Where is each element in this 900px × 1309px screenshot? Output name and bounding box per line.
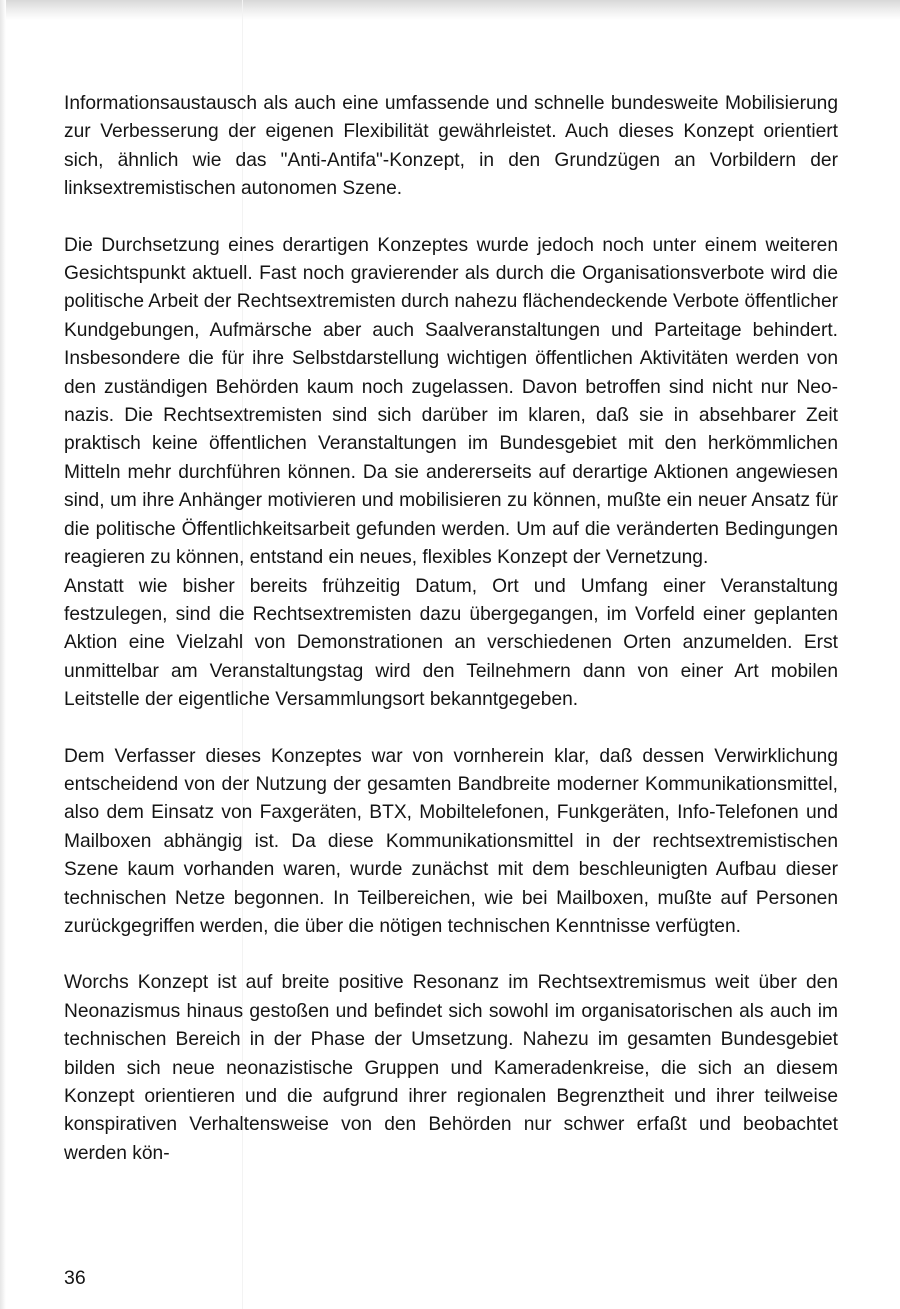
page-number: 36 xyxy=(64,1267,86,1289)
body-text xyxy=(64,90,838,1168)
paragraph-1: Informationsaustausch als auch eine umfassende und schnelle bundesweite Mobilisierung zur Verbesserung der eigenen Flexibilität gewährleistet. Auch dieses Konzept orientiert sich, ähnlich wie das "Anti-Antifa"-Konzept, in den Grundzügen an Vorbildern der linksextremistischen autonomen Szene. xyxy=(64,93,838,200)
paragraph-3: Anstatt wie bisher bereits frühzeitig Datum, Ort und Umfang einer Veranstaltung festzulegen, sind die Rechtsextremisten dazu übergegangen, im Vorfeld einer geplanten Aktion eine Vielzahl von Demonstrationen an verschiedenen Orten anzumelden. Erst unmittelbar am Veranstaltungstag wird den Teilnehmern dann von einer Art mobilen Leitstelle der eigentliche Versammlungsort bekanntgegeben. xyxy=(64,575,838,711)
paragraph-5: Worchs Konzept ist auf breite positive Resonanz im Rechtsextremismus weit über den Neonazismus hinaus gestoßen und befindet sich sowohl im organisatorischen als auch im technischen Bereich in der Phase der Umsetzung. Nahezu im gesamten Bundesgebiet bilden sich neue neonazistische Gruppen und Kameradenkreise, die sich an diesem Konzept orientieren und die aufgrund ihrer regionalen Begrenztheit und ihrer teilweise konspirativen Verhaltensweise von den Behörden nur schwer erfaßt und beobachtet werden kön- xyxy=(64,972,838,1164)
paragraph-2: Die Durchsetzung eines derartigen Konzeptes wurde jedoch noch unter einem weiteren Gesichtspunkt aktuell. Fast noch gravierender als durch die Organisationsverbote wird die politische Arbeit der Rechtsextremisten durch nahezu flächendeckende Verbote öffentlicher Kundgebungen, Aufmärsche aber auch Saalveranstaltungen und Parteitage behindert. Insbesondere die für ihre Selbstdarstellung wichtigen öffentlichen Aktivitäten werden von den zuständigen Behörden kaum noch zugelassen. Davon betroffen sind nicht nur Neonazis. Die Rechtsextremisten sind sich darüber im klaren, daß sie in absehbarer Zeit praktisch keine öffentlichen Veranstaltungen im Bundesgebiet mit den herkömmlichen Mitteln mehr durchführen können. Da sie andererseits auf derartige Aktionen angewiesen sind, um ihre Anhänger motivieren und mobilisieren zu können, mußte ein neuer Ansatz für die politische Öffentlichkeitsarbeit gefunden werden. Um auf die veränderten Bedingungen reagieren zu können, entstand ein neues, flexibles Konzept der Vernetzung. xyxy=(64,234,839,569)
paragraph-4: Dem Verfasser dieses Konzeptes war von vornherein klar, daß dessen Verwirklichung entscheidend von der Nutzung der gesamten Bandbreite moderner Kommunikationsmittel, also dem Einsatz von Faxgeräten, BTX, Mobiltelefonen, Funkgeräten, Info-Telefonen und Mailboxen abhängig ist. Da diese Kommunikationsmittel in der rechtsextremistischen Szene kaum vorhanden waren, wurde zunächst mit dem beschleunigten Aufbau dieser technischen Netze begonnen. In Teilbereichen, wie bei Mailboxen, mußte auf Personen zurückgegriffen werden, die über die nötigen technischen Kenntnisse verfügten. xyxy=(64,745,838,937)
scan-shadow-left xyxy=(0,0,6,1309)
scan-shadow-top xyxy=(0,0,900,20)
